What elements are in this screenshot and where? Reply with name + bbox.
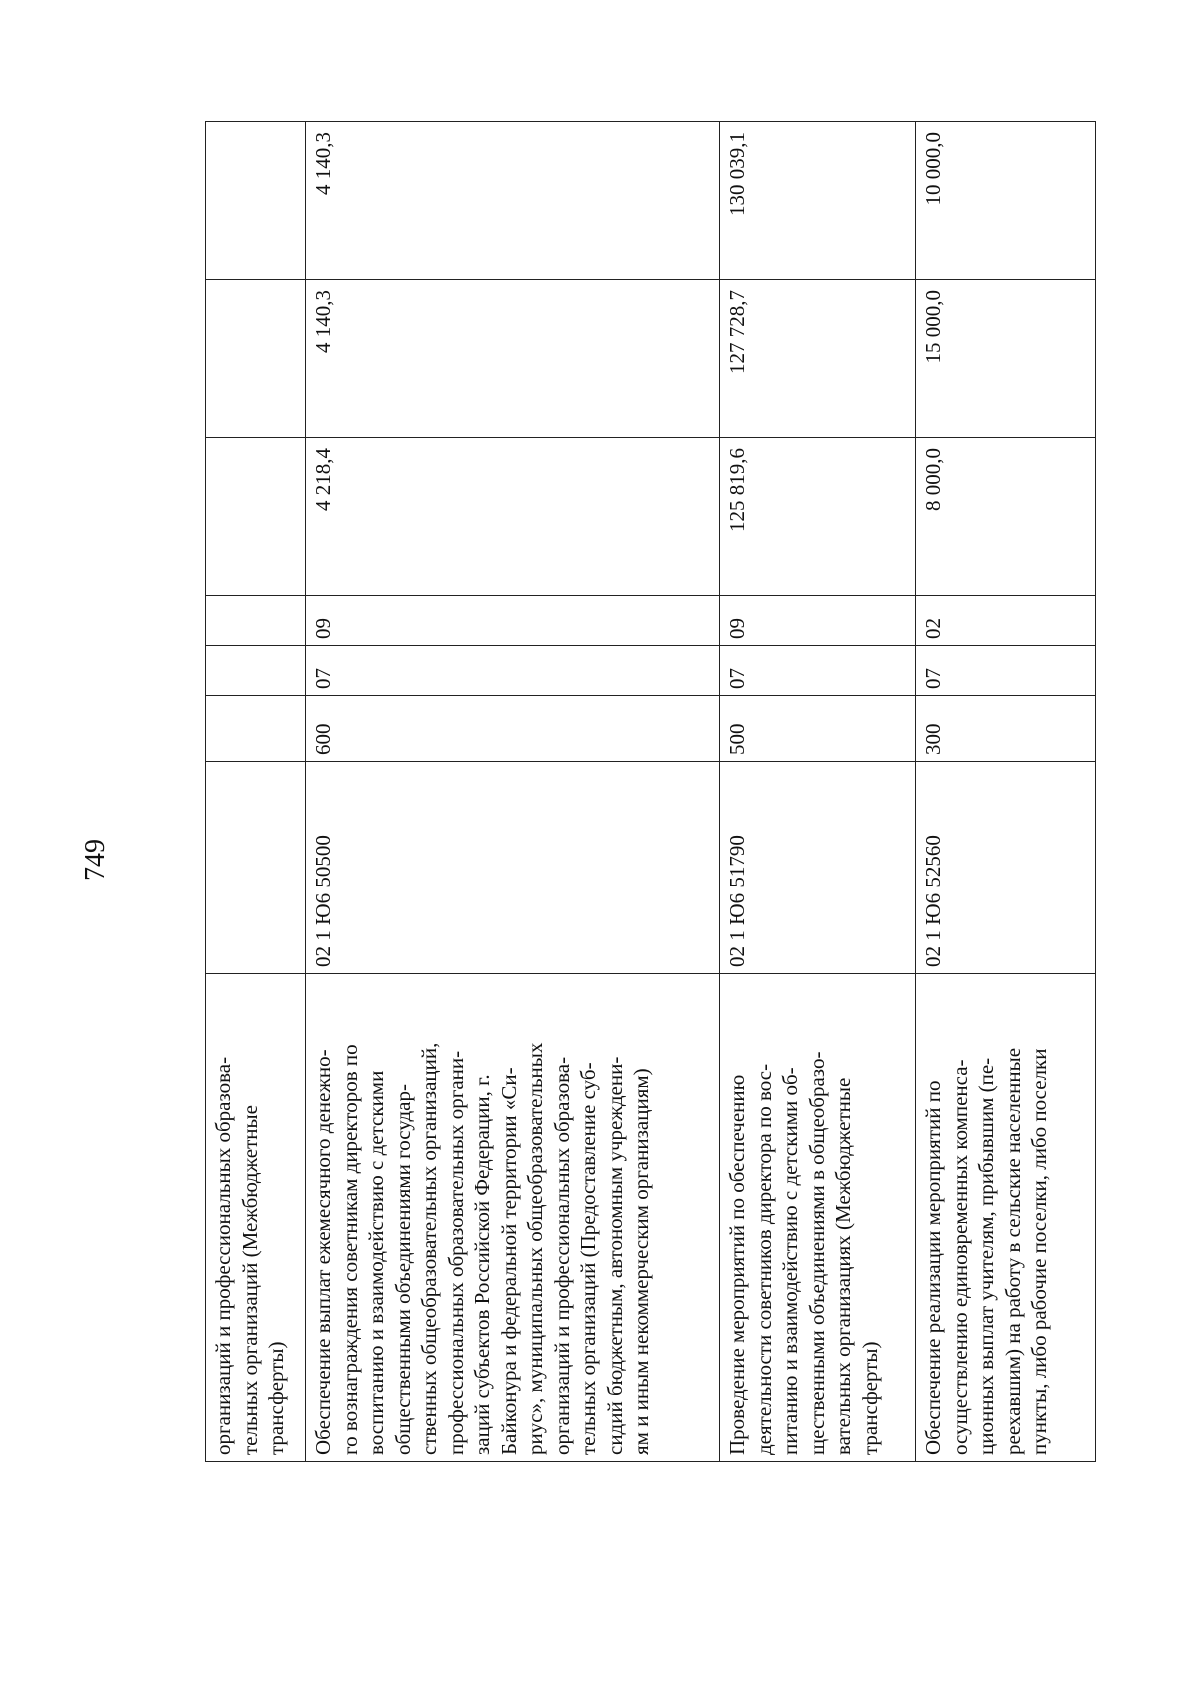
row-amount-2-cell	[206, 280, 306, 438]
row-name-line: ционных выплат учителям, прибывшим (пе-	[974, 1057, 998, 1455]
table-row	[306, 122, 720, 1462]
row-name-line: питанию и взаимодействию с детскими об-	[778, 1067, 802, 1455]
row-name-line: Байконура и федеральной территории «Си-	[496, 1067, 521, 1455]
row-vr-cell	[206, 696, 306, 762]
row-pr-cell: 09	[720, 596, 916, 646]
row-name-line: трансферты)	[264, 1341, 288, 1455]
row-name-line: деятельности советников директора по вос-	[751, 1063, 776, 1455]
row-vr-cell: 600	[306, 696, 720, 762]
row-name-line: общественными объединениями государ-	[390, 1084, 415, 1455]
row-amount-3-cell: 10 000,0	[916, 122, 1096, 280]
row-rz-cell	[206, 646, 306, 696]
row-name-line: го вознаграждения советникам директоров по	[337, 1044, 362, 1455]
row-code-cell: 02 1 Ю6 52560	[916, 762, 1096, 974]
row-name-line: профессиональных образовательных органи-	[443, 1050, 468, 1455]
row-name-line: Обеспечение реализации мероприятий по	[921, 1080, 945, 1455]
row-code-cell: 02 1 Ю6 50500	[306, 762, 720, 974]
row-name-line: Обеспечение выплат ежемесячного денежно-	[311, 1049, 335, 1455]
row-name-line: трансферты)	[857, 1341, 882, 1455]
row-name-line: риус», муниципальных общеобразовательных	[523, 1042, 547, 1455]
table-row	[720, 122, 916, 1462]
row-name-cell	[916, 974, 1096, 1462]
row-rz-cell: 07	[306, 646, 720, 696]
row-vr-cell: 500	[720, 696, 916, 762]
row-amount-1-cell: 125 819,6	[720, 438, 916, 596]
budget-table	[205, 121, 1096, 1462]
row-name-cell	[720, 974, 916, 1462]
row-name-line: ственных общеобразовательных организаций,	[417, 1042, 441, 1455]
row-rz-cell: 07	[720, 646, 916, 696]
row-name-cell	[206, 974, 306, 1462]
row-name-line: щественными объединениями в общеобразо-	[804, 1051, 829, 1455]
table-row	[916, 122, 1096, 1462]
row-name-line: пункты, либо рабочие поселки, либо поселки	[1027, 1048, 1051, 1455]
row-rz-cell: 07	[916, 646, 1096, 696]
row-amount-1-cell	[206, 438, 306, 596]
row-amount-3-cell: 130 039,1	[720, 122, 916, 280]
row-name-line: Проведение мероприятий по обеспечению	[725, 1074, 749, 1455]
row-amount-1-cell: 8 000,0	[916, 438, 1096, 596]
row-name-line: воспитанию и взаимодействию с детскими	[364, 1070, 388, 1455]
row-amount-1-cell: 4 218,4	[306, 438, 720, 596]
row-amount-2-cell: 4 140,3	[306, 280, 720, 438]
row-pr-cell: 02	[916, 596, 1096, 646]
row-name-line: тельных организаций (Межбюджетные	[237, 1105, 262, 1455]
row-code-cell: 02 1 Ю6 51790	[720, 762, 916, 974]
row-amount-3-cell	[206, 122, 306, 280]
budget-table-frame	[205, 122, 1095, 1462]
row-amount-2-cell: 15 000,0	[916, 280, 1096, 438]
row-name-cell	[306, 974, 720, 1462]
row-name-line: реехавшим) на работу в сельские населенные	[1000, 1047, 1025, 1455]
row-pr-cell	[206, 596, 306, 646]
row-name-line: ям и иным некоммерческим организациям)	[629, 1068, 653, 1455]
row-name-line: организаций и профессиональных образова-	[211, 1056, 235, 1455]
row-name-line: вательных организациях (Межбюджетные	[831, 1077, 855, 1455]
row-amount-3-cell: 4 140,3	[306, 122, 720, 280]
row-name-line: тельных организаций (Предоставление суб-	[576, 1062, 600, 1455]
row-code-cell	[206, 762, 306, 974]
row-name-line: заций субъектов Российской Федерации, г.	[470, 1074, 494, 1455]
row-name-line: сидий бюджетным, автономным учреждени-	[602, 1056, 627, 1455]
row-vr-cell: 300	[916, 696, 1096, 762]
row-pr-cell: 09	[306, 596, 720, 646]
page-number: 749	[80, 839, 111, 881]
row-name-line: организаций и профессиональных образова-	[549, 1056, 574, 1455]
row-name-line: осуществлению единовременных компенса-	[947, 1059, 972, 1455]
row-amount-2-cell: 127 728,7	[720, 280, 916, 438]
table-row	[206, 122, 306, 1462]
